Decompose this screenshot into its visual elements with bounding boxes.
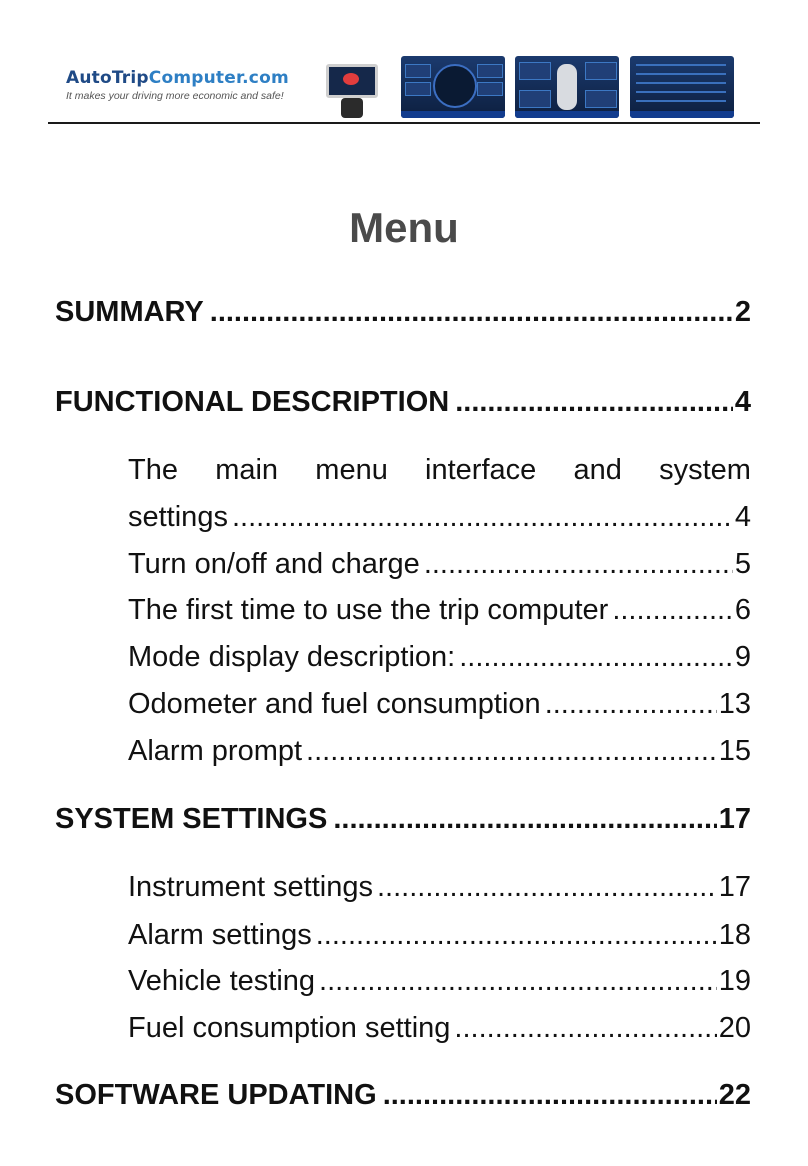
toc-word: interface: [425, 454, 537, 486]
toc-word: The: [128, 454, 178, 486]
toc-label: Vehicle testing: [128, 965, 316, 997]
toc-entry-first-time-use[interactable]: [128, 594, 751, 627]
toc-label: SOFTWARE UPDATING: [55, 1079, 377, 1111]
toc-word: system: [659, 454, 751, 486]
toc-page-number: 13: [718, 688, 751, 720]
toc-page-number: 22: [718, 1079, 751, 1111]
toc-leader-dots: [545, 688, 717, 721]
toc-entry-alarm-settings[interactable]: [128, 919, 751, 952]
toc-entry-main-menu-line2[interactable]: [128, 501, 751, 534]
dashboard-screenshot-tire-pressure: [515, 56, 619, 118]
toc-word: main: [215, 454, 279, 486]
toc-entry-odometer[interactable]: [128, 688, 751, 721]
toc-leader-dots: [210, 296, 733, 329]
toc-page-number: 20: [718, 1012, 751, 1044]
dashboard-screenshot-gauge: [401, 56, 505, 118]
toc-page-number: 4: [734, 386, 751, 418]
toc-leader-dots: [377, 871, 717, 904]
header-divider: [48, 122, 760, 124]
toc-word: menu: [315, 454, 388, 486]
toc-page-number: 17: [718, 871, 751, 903]
toc-leader-dots: [455, 386, 733, 419]
toc-entry-instrument-settings[interactable]: [128, 871, 751, 904]
toc-leader-dots: [306, 735, 717, 768]
toc-page-number: 2: [734, 296, 751, 328]
toc-leader-dots: [333, 803, 716, 836]
toc-page-number: 18: [718, 919, 751, 951]
toc-leader-dots: [612, 594, 733, 627]
trip-computer-device-image: [323, 60, 379, 118]
toc-entry-summary[interactable]: [55, 296, 751, 329]
brand-logo: [66, 68, 289, 102]
toc-leader-dots: [424, 548, 733, 581]
toc-leader-dots: [383, 1079, 717, 1112]
brand-tagline: It makes your driving more economic and safe!: [66, 90, 284, 102]
toc-entry-vehicle-testing[interactable]: [128, 965, 751, 998]
toc-entry-main-menu-line1[interactable]: [128, 454, 751, 487]
toc-entry-software-updating[interactable]: [55, 1079, 751, 1112]
toc-entry-turn-on-off[interactable]: [128, 548, 751, 581]
toc-label: settings: [128, 501, 228, 533]
page-header: [48, 52, 760, 122]
toc-leader-dots: [319, 965, 717, 998]
toc-label: Odometer and fuel consumption: [128, 688, 541, 720]
toc-leader-dots: [454, 1012, 716, 1045]
toc-leader-dots: [232, 501, 733, 534]
toc-page-number: 15: [718, 735, 751, 767]
toc-entry-system-settings[interactable]: [55, 803, 751, 836]
toc-label: Turn on/off and charge: [128, 548, 420, 580]
toc-entry-functional-description[interactable]: [55, 386, 751, 419]
brand-name-part1: AutoTrip: [66, 68, 149, 88]
toc-label: The first time to use the trip computer: [128, 594, 609, 626]
toc-page-number: 9: [734, 641, 751, 673]
toc-label: SUMMARY: [55, 296, 204, 328]
toc-entry-fuel-consumption-setting[interactable]: [128, 1012, 751, 1045]
toc-label: SYSTEM SETTINGS: [55, 803, 328, 835]
toc-label: FUNCTIONAL DESCRIPTION: [55, 386, 450, 418]
dashboard-screenshot-data-list: [630, 56, 734, 118]
page-title: Menu: [349, 204, 459, 251]
toc-leader-dots: [316, 919, 717, 952]
brand-name-part2: Computer.com: [148, 68, 289, 88]
toc-label: Alarm prompt: [128, 735, 303, 767]
toc-label: Alarm settings: [128, 919, 312, 951]
toc-label: Mode display description:: [128, 641, 456, 673]
toc-entry-mode-display[interactable]: [128, 641, 751, 674]
toc-page-number: 4: [734, 501, 751, 533]
toc-label: Instrument settings: [128, 871, 373, 903]
toc-page-number: 5: [734, 548, 751, 580]
toc-page-number: 6: [734, 594, 751, 626]
toc-leader-dots: [459, 641, 733, 674]
toc-label: Fuel consumption setting: [128, 1012, 451, 1044]
toc-word: and: [573, 454, 622, 486]
toc-page-number: 17: [718, 803, 751, 835]
toc-page-number: 19: [718, 965, 751, 997]
toc-entry-alarm-prompt[interactable]: [128, 735, 751, 768]
